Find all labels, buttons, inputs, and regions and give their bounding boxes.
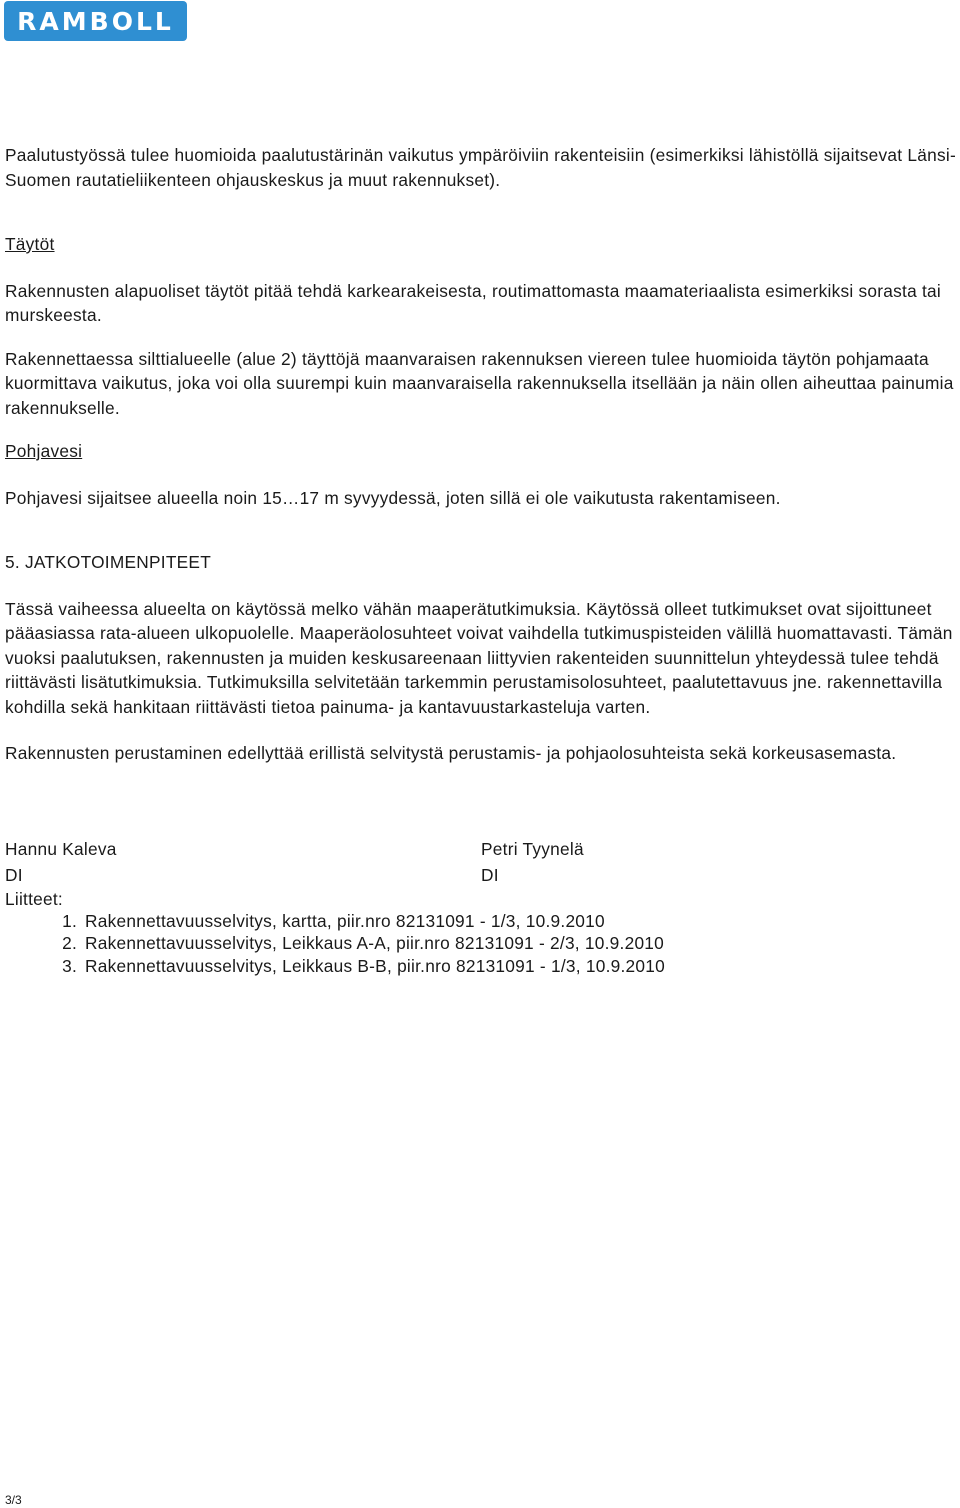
- list-item: [5, 932, 957, 955]
- paragraph-paalutus: Paalutustyössä tulee huomioida paalutustärinän vaikutus ympäröiviin rakenteisiin (esimerkiksi lähistöllä sijaitsevat Länsi-Suomen rautatieliikenteen ohjauskeskus ja muut rakennukset).: [5, 145, 956, 190]
- paragraph-jatko-2: Rakennusten perustaminen edellyttää erillistä selvitystä perustamis- ja pohjaolosuhteista sekä korkeusasemasta.: [5, 743, 897, 763]
- list-item-text: Rakennettavuusselvitys, Leikkaus A-A, piir.nro 82131091 - 2/3, 10.9.2010: [85, 933, 665, 953]
- appendix-title: Liitteet:: [5, 888, 63, 909]
- signature-name: Petri Tyynelä: [481, 838, 584, 859]
- signature-title: DI: [481, 864, 499, 885]
- paragraph-pohjavesi: Pohjavesi sijaitsee alueella noin 15…17 m syvyydessä, joten sillä ei ole vaikutusta rakentamiseen.: [5, 487, 781, 508]
- list-item-number: 3.: [62, 955, 77, 976]
- signature-1: [5, 836, 481, 888]
- list-item-text: Rakennettavuusselvitys, kartta, piir.nro 82131091 - 1/3, 10.9.2010: [85, 910, 605, 931]
- signature-name: Hannu Kaleva: [5, 838, 117, 859]
- document-body: [5, 143, 957, 977]
- ramboll-logo: [4, 1, 187, 41]
- paragraph-taytot-1: Rakennusten alapuoliset täytöt pitää tehdä karkearakeisesta, routimattomasta maamateriaalista esimerkiksi sorasta tai murskeesta.: [5, 280, 942, 325]
- heading-taytot: Täytöt: [5, 234, 55, 254]
- list-item: [5, 910, 957, 933]
- paragraph-jatko-1: Tässä vaiheessa alueelta on käytössä melko vähän maaperätutkimuksia. Käytössä olleet tutkimukset ovat sijoittuneet pääasiassa rata-alueen ulkopuolelle. Maaperäolosuhteet voivat vaihdella tutkimuspisteiden välillä huomattavasti. Tämän vuoksi paalutuksen, rakennusten ja muiden keskusareenaan liittyvien rakenteiden suunnittelun yhteydessä tulee tehdä riittävästi lisätutkimuksia. Tutkimuksilla selvitetään tarkemmin perustamisolosuhteet, paalutettavuus jne. rakennettavilla kohdilla sekä hankitaan riittävästi tietoa painuma- ja kantavuustarkasteluja varten.: [5, 598, 953, 717]
- list-item: [5, 955, 957, 978]
- list-item-text: Rakennettavuusselvitys, Leikkaus B-B, piir.nro 82131091 - 1/3, 10.9.2010: [85, 955, 665, 976]
- logo-text: RAMBOLL: [17, 6, 174, 36]
- paragraph-taytot-2: Rakennettaessa silttialueelle (alue 2) täyttöjä maanvaraisen rakennuksen viereen tulee huomioida täytön pohjamaata kuormittava vaikutus, joka voi olla suurempi kuin maanvaraisella rakennuksella itsellään ja näin ollen aiheuttaa painumia rakennukselle.: [5, 348, 954, 418]
- heading-jatkotoimenpiteet: 5. JATKOTOIMENPITEET: [5, 552, 212, 572]
- signature-2: [481, 836, 957, 888]
- appendix-list: [5, 910, 957, 978]
- signature-title: DI: [5, 864, 23, 885]
- list-item-number: 1.: [62, 910, 77, 931]
- heading-pohjavesi: Pohjavesi: [5, 441, 83, 461]
- page-number: 3/3: [5, 1493, 22, 1507]
- signatures: [5, 836, 957, 888]
- list-item-number: 2.: [62, 933, 77, 953]
